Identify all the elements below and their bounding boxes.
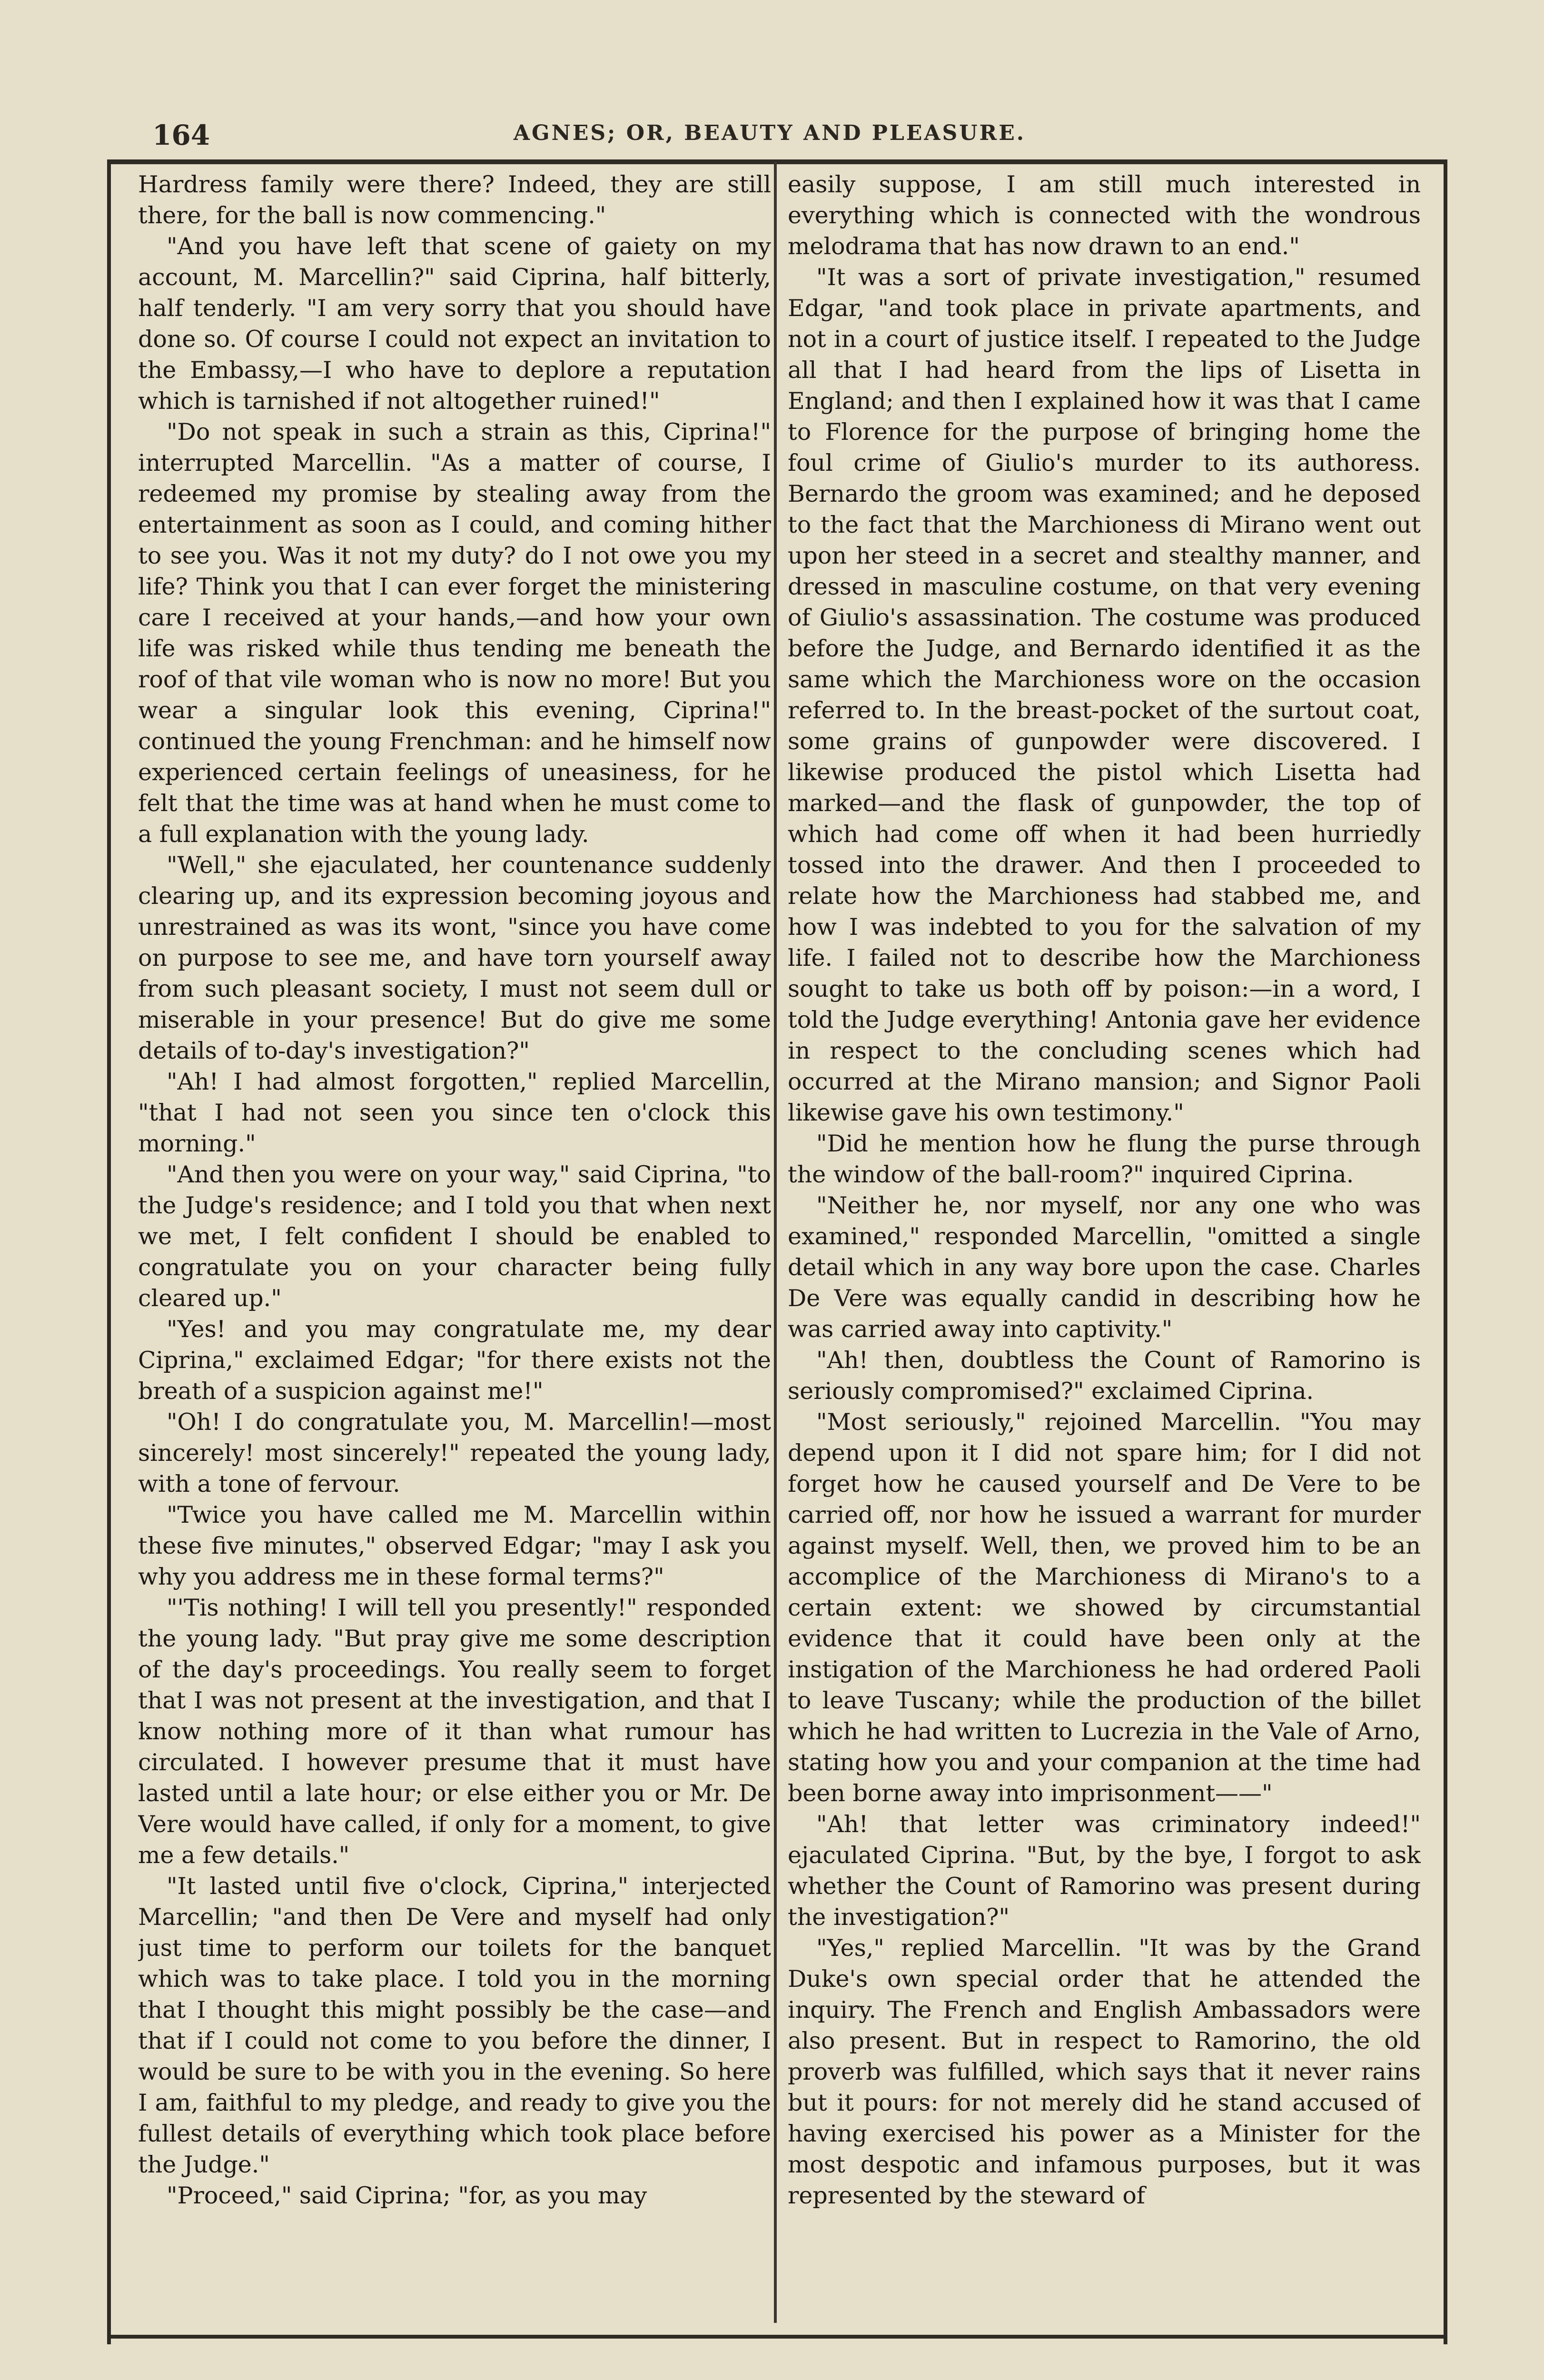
page-number: 164: [152, 119, 210, 151]
paragraph: "And then you were on your way," said Ciprina, "to the Judge's residence; and I told you that when next we met, I felt confident I should be enabled to congratulate you on your character being fully cleared up.": [138, 1161, 771, 1312]
paragraph: "Neither he, nor myself, nor any one who was examined," responded Marcellin, "omitted a single detail which in any way bore upon the case. Charles De Vere was equally candid in describing how he was carried away into captivity.": [788, 1192, 1421, 1343]
paragraph: "Yes," replied Marcellin. "It was by the Grand Duke's own special order that he attended the inquiry. The French and English Ambassadors were also present. But in respect to Ramorino, the old proverb was fulfilled, which says that it never rains but it pours: for not merely did he stand accused of having exercised his power as a Minister for the most despotic and infamous purposes, but it was represented by the steward of: [788, 1934, 1421, 2209]
paragraph: "Ah! I had almost forgotten," replied Marcellin, "that I had not seen you since ten o'clock this morning.": [138, 1068, 771, 1157]
paragraph: "Ah! that letter was criminatory indeed!" ejaculated Ciprina. "But, by the bye, I forgot to ask whether the Count of Ramorino was present during the investigation?": [788, 1811, 1421, 1931]
left-column: [138, 169, 771, 2320]
paragraph: "Ah! then, doubtless the Count of Ramorino is seriously compromised?" exclaimed Ciprina.: [788, 1347, 1421, 1405]
paragraph: easily suppose, I am still much interested in everything which is connected with the wondrous melodrama that has now drawn to an end.": [788, 171, 1421, 260]
paragraph: "Well," she ejaculated, her countenance suddenly clearing up, and its expression becoming joyous and unrestrained as was its wont, "since you have come on purpose to see me, and have torn yourself away from such pleasant society, I must not seem dull or miserable in your presence! But do give me some details of to-day's investigation?": [138, 852, 771, 1064]
running-title: AGNES; OR, BEAUTY AND PLEASURE.: [513, 121, 1026, 145]
bottom-rule: [107, 2335, 1447, 2339]
paragraph: "Oh! I do congratulate you, M. Marcellin!—most sincerely! most sincerely!" repeated the young lady, with a tone of fervour.: [138, 1408, 771, 1497]
column-divider: [774, 162, 777, 2323]
paragraph: "It lasted until five o'clock, Ciprina," interjected Marcellin; "and then De Vere and myself had only just time to perform our toilets for the banquet which was to take place. I told you in the morning that I thought this might possibly be the case—and that if I could not come to you before the dinner, I would be sure to be with you in the evening. So here I am, faithful to my pledge, and ready to give you the fullest details of everything which took place before the Judge.": [138, 1873, 771, 2178]
paragraph: "'Tis nothing! I will tell you presently!" responded the young lady. "But pray give me some description of the day's proceedings. You really seem to forget that I was not present at the investigation, and that I know nothing more of it than what rumour has circulated. I however presume that it must have lasted until a late hour; or else either you or Mr. De Vere would have called, if only for a moment, to give me a few details.": [138, 1594, 771, 1869]
paragraph: Hardress family were there? Indeed, they are still there, for the ball is now commencing.": [138, 171, 771, 229]
paragraph: "Do not speak in such a strain as this, Ciprina!" interrupted Marcellin. "As a matter of course, I redeemed my promise by stealing away from the entertainment as soon as I could, and coming hither to see you. Was it not my duty? do I not owe you my life? Think you that I can ever forget the ministering care I received at your hands,—and how your own life was risked while thus tending me beneath the roof of that vile woman who is now no more! But you wear a singular look this evening, Ciprina!" continued the young Frenchman: and he himself now experienced certain feelings of uneasiness, for he felt that the time was at hand when he must come to a full explanation with the young lady.: [138, 418, 771, 848]
right-column: [788, 169, 1421, 2320]
paragraph: "Yes! and you may congratulate me, my dear Ciprina," exclaimed Edgar; "for there exists not the breath of a suspicion against me!": [138, 1316, 771, 1405]
paragraph: "Proceed," said Ciprina; "for, as you may: [167, 2182, 647, 2209]
paragraph: "And you have left that scene of gaiety on my account, M. Marcellin?" said Ciprina, half bitterly, half tenderly. "I am very sorry that you should have done so. Of course I could not expect an invitation to the Embassy,—I who have to deplore a reputation which is tarnished if not altogether ruined!": [138, 233, 771, 415]
paragraph: "It was a sort of private investigation," resumed Edgar, "and took place in private apartments, and not in a court of justice itself. I repeated to the Judge all that I had heard from the lips of Lisetta in England; and then I explained how it was that I came to Florence for the purpose of bringing home the foul crime of Giulio's murder to its authoress. Bernardo the groom was examined; and he deposed to the fact that the Marchioness di Mirano went out upon her steed in a secret and stealthy manner, and dressed in masculine costume, on that very evening of Giulio's assassination. The costume was produced before the Judge, and Bernardo identified it as the same which the Marchioness wore on the occasion referred to. In the breast-pocket of the surtout coat, some grains of gunpowder were discovered. I likewise produced the pistol which Lisetta had marked—and the flask of gunpowder, the top of which had come off when it had been hurriedly tossed into the drawer. And then I proceeded to relate how the Marchioness had stabbed me, and how I was indebted to you for the salvation of my life. I failed not to describe how the Marchioness sought to take us both off by poison:—in a word, I told the Judge everything! Antonia gave her evidence in respect to the concluding scenes which had occurred at the Mirano mansion; and Signor Paoli likewise gave his own testimony.": [788, 264, 1421, 1126]
paragraph: "Twice you have called me M. Marcellin within these five minutes," observed Edgar; "may I ask you why you address me in these formal terms?": [138, 1501, 771, 1590]
paragraph: "Did he mention how he flung the purse through the window of the ball-room?" inquired Ciprina.: [788, 1130, 1421, 1188]
paragraph: "Most seriously," rejoined Marcellin. "You may depend upon it I did not spare him; for I did not forget how he caused yourself and De Vere to be carried off, nor how he issued a warrant for murder against myself. Well, then, we proved him to be an accomplice of the Marchioness di Mirano's to a certain extent: we showed by circumstantial evidence that it could have been only at the instigation of the Marchioness he had ordered Paoli to leave Tuscany; while the production of the billet which he had written to Lucrezia in the Vale of Arno, stating how you and your companion at the time had been borne away into imprisonment——": [788, 1408, 1421, 1807]
page-header: [119, 114, 1420, 167]
